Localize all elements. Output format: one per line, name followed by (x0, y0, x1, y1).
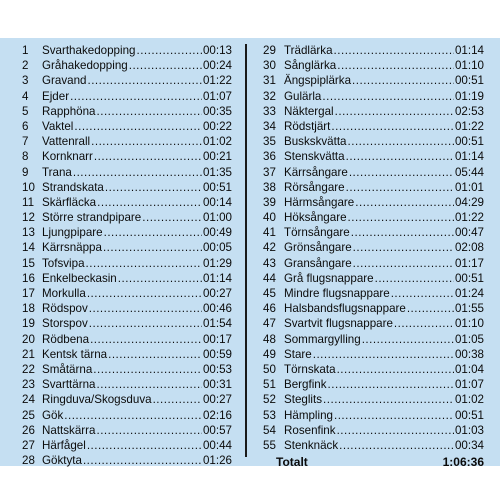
track-row (14, 43, 232, 58)
track-duration: 01:17 (454, 256, 484, 270)
track-duration: 00:51 (454, 408, 484, 422)
track-name: Göktyta (42, 454, 82, 468)
track-number: 25 (22, 408, 35, 422)
track-row (262, 58, 484, 73)
track-row (262, 271, 484, 286)
track-duration: 00:13 (202, 44, 232, 57)
dot-leader (89, 316, 202, 331)
track-row (14, 453, 232, 468)
dot-leader (86, 256, 202, 271)
track-duration: 00:35 (202, 104, 232, 118)
dot-leader (91, 134, 202, 149)
track-duration: 01:14 (454, 44, 484, 57)
track-number: 54 (263, 423, 276, 437)
total-duration: 1:06:36 (442, 455, 484, 470)
track-name: Gravand (42, 74, 87, 88)
dot-leader (74, 119, 202, 134)
dot-leader (394, 316, 454, 331)
track-duration: 00:27 (202, 393, 232, 407)
dot-leader (407, 301, 454, 316)
track-name: Större strandpipare (42, 211, 142, 225)
track-row (262, 316, 484, 331)
track-duration: 00:47 (454, 226, 484, 240)
dot-leader (334, 43, 454, 58)
track-duration: 00:51 (202, 180, 232, 194)
track-name: Trana (42, 165, 72, 179)
track-number: 28 (22, 454, 35, 468)
track-number: 21 (22, 347, 35, 361)
track-number: 20 (22, 332, 35, 346)
track-number: 27 (22, 438, 35, 452)
track-row (262, 210, 484, 225)
dot-leader (351, 225, 454, 240)
dot-leader (70, 89, 202, 104)
track-row (14, 180, 232, 195)
track-row (14, 392, 232, 407)
track-number: 11 (22, 195, 35, 209)
track-duration: 00:51 (454, 271, 484, 285)
track-number: 30 (263, 59, 276, 73)
track-row (262, 408, 484, 423)
tracklist-right-column (262, 43, 484, 470)
dot-leader (118, 271, 202, 286)
track-name: Kentsk tärna (42, 347, 108, 361)
track-name: Ejder (42, 89, 70, 103)
track-name: Trädlärka (284, 44, 333, 57)
dot-leader (105, 180, 202, 195)
dot-leader (353, 240, 454, 255)
track-number: 26 (22, 423, 35, 437)
track-duration: 01:10 (454, 317, 484, 331)
track-row (262, 392, 484, 407)
track-duration: 00:22 (202, 119, 232, 133)
dot-leader (337, 423, 454, 438)
track-name: Rörsångare (284, 180, 345, 194)
dot-leader (104, 225, 202, 240)
track-duration: 01:22 (202, 74, 232, 88)
track-row (14, 423, 232, 438)
dot-leader (323, 392, 454, 407)
track-row (14, 438, 232, 453)
track-duration: 01:03 (454, 423, 484, 437)
track-number: 13 (22, 226, 35, 240)
track-name: Rödstjärt (284, 119, 331, 133)
dot-leader (348, 134, 454, 149)
dot-leader (136, 43, 202, 58)
track-duration: 01:22 (454, 119, 484, 133)
track-name: Törnskata (284, 362, 336, 376)
track-row (262, 377, 484, 392)
track-duration: 01:14 (202, 271, 232, 285)
track-duration: 01:07 (454, 378, 484, 392)
track-duration: 00:51 (454, 74, 484, 88)
dot-leader (352, 73, 454, 88)
track-row (262, 43, 484, 58)
track-number: 10 (22, 180, 35, 194)
track-duration: 00:05 (202, 241, 232, 255)
track-number: 35 (263, 135, 276, 149)
dot-leader (153, 392, 202, 407)
dot-leader (375, 271, 454, 286)
track-name: Mindre flugsnappare (284, 287, 390, 300)
track-duration: 00:38 (454, 347, 484, 361)
track-number: 45 (263, 287, 276, 300)
track-duration: 01:55 (454, 302, 484, 316)
track-name: Svartvit flugsnappare (284, 317, 393, 331)
track-name: Hämpling (284, 408, 333, 422)
track-number: 38 (263, 180, 276, 194)
dot-leader (346, 180, 454, 195)
dot-leader (142, 210, 202, 225)
track-name: Gulärla (284, 89, 322, 103)
dot-leader (322, 89, 454, 104)
track-row (14, 256, 232, 271)
track-name: Härmsångare (284, 195, 355, 209)
track-row (14, 316, 232, 331)
track-row (14, 104, 232, 119)
track-name: Rödspov (42, 302, 88, 316)
track-duration: 00:24 (202, 59, 232, 73)
track-name: Ringduva/Skogsduva (42, 393, 152, 407)
track-duration: 01:54 (202, 317, 232, 331)
track-row (14, 165, 232, 180)
track-number: 55 (263, 438, 276, 452)
track-number: 47 (263, 317, 276, 331)
track-duration: 02:16 (202, 408, 232, 422)
track-number: 44 (263, 271, 276, 285)
track-number: 7 (22, 135, 29, 149)
track-duration: 00:21 (202, 150, 232, 164)
track-number: 2 (22, 59, 29, 73)
dot-leader (391, 286, 454, 301)
track-name: Gök (42, 408, 64, 422)
track-name: Småtärna (42, 362, 93, 376)
track-number: 48 (263, 332, 276, 346)
track-number: 16 (22, 271, 35, 285)
track-duration: 00:51 (454, 135, 484, 149)
dot-leader (337, 58, 454, 73)
dot-leader (335, 104, 454, 119)
dot-leader (97, 195, 202, 210)
track-row (14, 271, 232, 286)
track-name: Svarthakedopping (42, 44, 136, 57)
track-row (262, 119, 484, 134)
track-name: Morkulla (42, 287, 86, 300)
track-number: 14 (22, 241, 35, 255)
total-row (262, 454, 484, 470)
dot-leader (313, 347, 454, 362)
track-name: Härfågel (42, 438, 86, 452)
track-row (14, 347, 232, 362)
track-name: Skärfläcka (42, 195, 97, 209)
dot-leader (97, 377, 202, 392)
dot-leader (97, 104, 202, 119)
track-name: Ängspiplärka (284, 74, 352, 88)
dot-leader (96, 423, 202, 438)
track-number: 3 (22, 74, 29, 88)
track-name: Gransångare (284, 256, 352, 270)
track-name: Steglits (284, 393, 323, 407)
dot-leader (331, 119, 454, 134)
track-duration: 01:35 (202, 165, 232, 179)
track-row (262, 149, 484, 164)
track-number: 50 (263, 362, 276, 376)
track-number: 9 (22, 165, 29, 179)
track-row (14, 73, 232, 88)
track-name: Gråhakedopping (42, 59, 128, 73)
track-row (14, 362, 232, 377)
track-row (262, 165, 484, 180)
track-name: Törnsångare (284, 226, 350, 240)
track-number: 6 (22, 119, 29, 133)
track-name: Stenknäck (284, 438, 339, 452)
track-duration: 00:44 (202, 438, 232, 452)
track-number: 40 (263, 211, 276, 225)
track-number: 39 (263, 195, 276, 209)
track-number: 22 (22, 362, 35, 376)
track-name: Nattskärra (42, 423, 96, 437)
track-name: Näktergal (284, 104, 334, 118)
track-number: 43 (263, 256, 276, 270)
track-name: Halsbandsflugsnappare (284, 302, 406, 316)
dot-leader (348, 210, 454, 225)
dot-leader (349, 165, 454, 180)
track-duration: 00:34 (454, 438, 484, 452)
track-row (14, 286, 232, 301)
track-duration: 01:22 (454, 211, 484, 225)
track-duration: 00:27 (202, 287, 232, 300)
track-row (262, 438, 484, 453)
track-duration: 01:19 (454, 89, 484, 103)
track-duration: 00:49 (202, 226, 232, 240)
dot-leader (337, 362, 454, 377)
track-row (14, 149, 232, 164)
track-duration: 01:05 (454, 332, 484, 346)
track-number: 37 (263, 165, 276, 179)
track-name: Svarttärna (42, 378, 96, 392)
dot-leader (355, 195, 454, 210)
dot-leader (346, 149, 454, 164)
dot-leader (108, 347, 202, 362)
track-duration: 00:53 (202, 362, 232, 376)
track-row (262, 73, 484, 88)
track-number: 49 (263, 347, 276, 361)
track-row (14, 377, 232, 392)
dot-leader (94, 149, 202, 164)
track-number: 1 (22, 44, 29, 57)
track-row (262, 256, 484, 271)
track-duration: 01:10 (454, 59, 484, 73)
track-row (14, 332, 232, 347)
track-duration: 01:01 (454, 180, 484, 194)
track-name: Kornknarr (42, 150, 93, 164)
dot-leader (103, 240, 202, 255)
dot-leader (334, 408, 454, 423)
track-number: 23 (22, 378, 35, 392)
track-duration: 01:07 (202, 89, 232, 103)
track-row (262, 195, 484, 210)
track-row (262, 104, 484, 119)
track-name: Stare (284, 347, 312, 361)
track-number: 52 (263, 393, 276, 407)
track-name: Sånglärka (284, 59, 337, 73)
track-number: 29 (263, 44, 276, 57)
track-name: Grå flugsnappare (284, 271, 374, 285)
track-name: Kärrsnäppa (42, 241, 102, 255)
track-number: 18 (22, 302, 35, 316)
dot-leader (87, 286, 202, 301)
track-number: 46 (263, 302, 276, 316)
track-name: Vaktel (42, 119, 74, 133)
track-row (14, 301, 232, 316)
dot-leader (90, 332, 202, 347)
track-row (262, 332, 484, 347)
track-row (262, 362, 484, 377)
track-duration: 00:46 (202, 302, 232, 316)
dot-leader (339, 438, 454, 453)
track-number: 41 (263, 226, 276, 240)
dot-leader (93, 362, 202, 377)
track-duration: 01:24 (454, 287, 484, 300)
dot-leader (353, 256, 454, 271)
track-name: Rapphöna (42, 104, 96, 118)
track-name: Kärrsångare (284, 165, 348, 179)
track-duration: 02:53 (454, 104, 484, 118)
track-name: Sommargylling (284, 332, 361, 346)
track-number: 32 (263, 89, 276, 103)
track-name: Enkelbeckasin (42, 271, 117, 285)
track-duration: 00:57 (202, 423, 232, 437)
track-name: Rödbena (42, 332, 90, 346)
track-name: Ljungpipare (42, 226, 103, 240)
track-row (262, 240, 484, 255)
track-duration: 04:29 (454, 195, 484, 209)
track-row (14, 210, 232, 225)
dot-leader (362, 332, 454, 347)
track-duration: 00:31 (202, 378, 232, 392)
track-duration: 05:44 (454, 165, 484, 179)
track-number: 42 (263, 241, 276, 255)
track-number: 24 (22, 393, 35, 407)
track-row (14, 119, 232, 134)
track-row (262, 286, 484, 301)
tracklist-panel (0, 38, 500, 470)
column-divider (245, 44, 247, 457)
track-row (262, 180, 484, 195)
track-number: 36 (263, 150, 276, 164)
track-name: Bergfink (284, 378, 327, 392)
track-number: 4 (22, 89, 29, 103)
track-row (14, 58, 232, 73)
track-row (14, 195, 232, 210)
track-name: Höksångare (284, 211, 347, 225)
track-duration: 01:02 (202, 135, 232, 149)
dot-leader (64, 408, 202, 423)
track-number: 31 (263, 74, 276, 88)
total-label: Totalt (276, 455, 308, 470)
track-row (262, 347, 484, 362)
track-duration: 01:02 (454, 393, 484, 407)
track-number: 33 (263, 104, 276, 118)
track-name: Tofsvipa (42, 256, 85, 270)
track-number: 15 (22, 256, 35, 270)
track-name: Strandskata (42, 180, 104, 194)
track-number: 51 (263, 378, 276, 392)
track-name: Vattenrall (42, 135, 91, 149)
tracklist-left-column (14, 43, 232, 468)
track-duration: 01:00 (202, 211, 232, 225)
track-name: Grönsångare (284, 241, 352, 255)
track-number: 8 (22, 150, 29, 164)
dot-leader (87, 73, 202, 88)
track-number: 17 (22, 287, 35, 300)
dot-leader (83, 453, 202, 468)
track-row (262, 89, 484, 104)
track-number: 12 (22, 211, 35, 225)
track-number: 5 (22, 104, 29, 118)
dot-leader (87, 438, 202, 453)
track-row (262, 225, 484, 240)
track-duration: 02:08 (454, 241, 484, 255)
track-row (14, 408, 232, 423)
track-row (262, 423, 484, 438)
track-row (14, 225, 232, 240)
track-row (262, 301, 484, 316)
track-name: Storspov (42, 317, 88, 331)
track-row (14, 240, 232, 255)
track-number: 19 (22, 317, 35, 331)
dot-leader (73, 165, 202, 180)
track-duration: 01:14 (454, 150, 484, 164)
track-row (14, 134, 232, 149)
track-number: 53 (263, 408, 276, 422)
track-duration: 00:17 (202, 332, 232, 346)
dot-leader (328, 377, 454, 392)
track-duration: 01:26 (202, 454, 232, 468)
track-duration: 01:04 (454, 362, 484, 376)
track-name: Buskskvätta (284, 135, 347, 149)
track-name: Rosenfink (284, 423, 336, 437)
dot-leader (89, 301, 202, 316)
track-number: 34 (263, 119, 276, 133)
track-duration: 00:14 (202, 195, 232, 209)
track-duration: 01:29 (202, 256, 232, 270)
dot-leader (129, 58, 202, 73)
track-duration: 00:59 (202, 347, 232, 361)
track-name: Stenskvätta (284, 150, 345, 164)
track-row (262, 134, 484, 149)
track-row (14, 89, 232, 104)
